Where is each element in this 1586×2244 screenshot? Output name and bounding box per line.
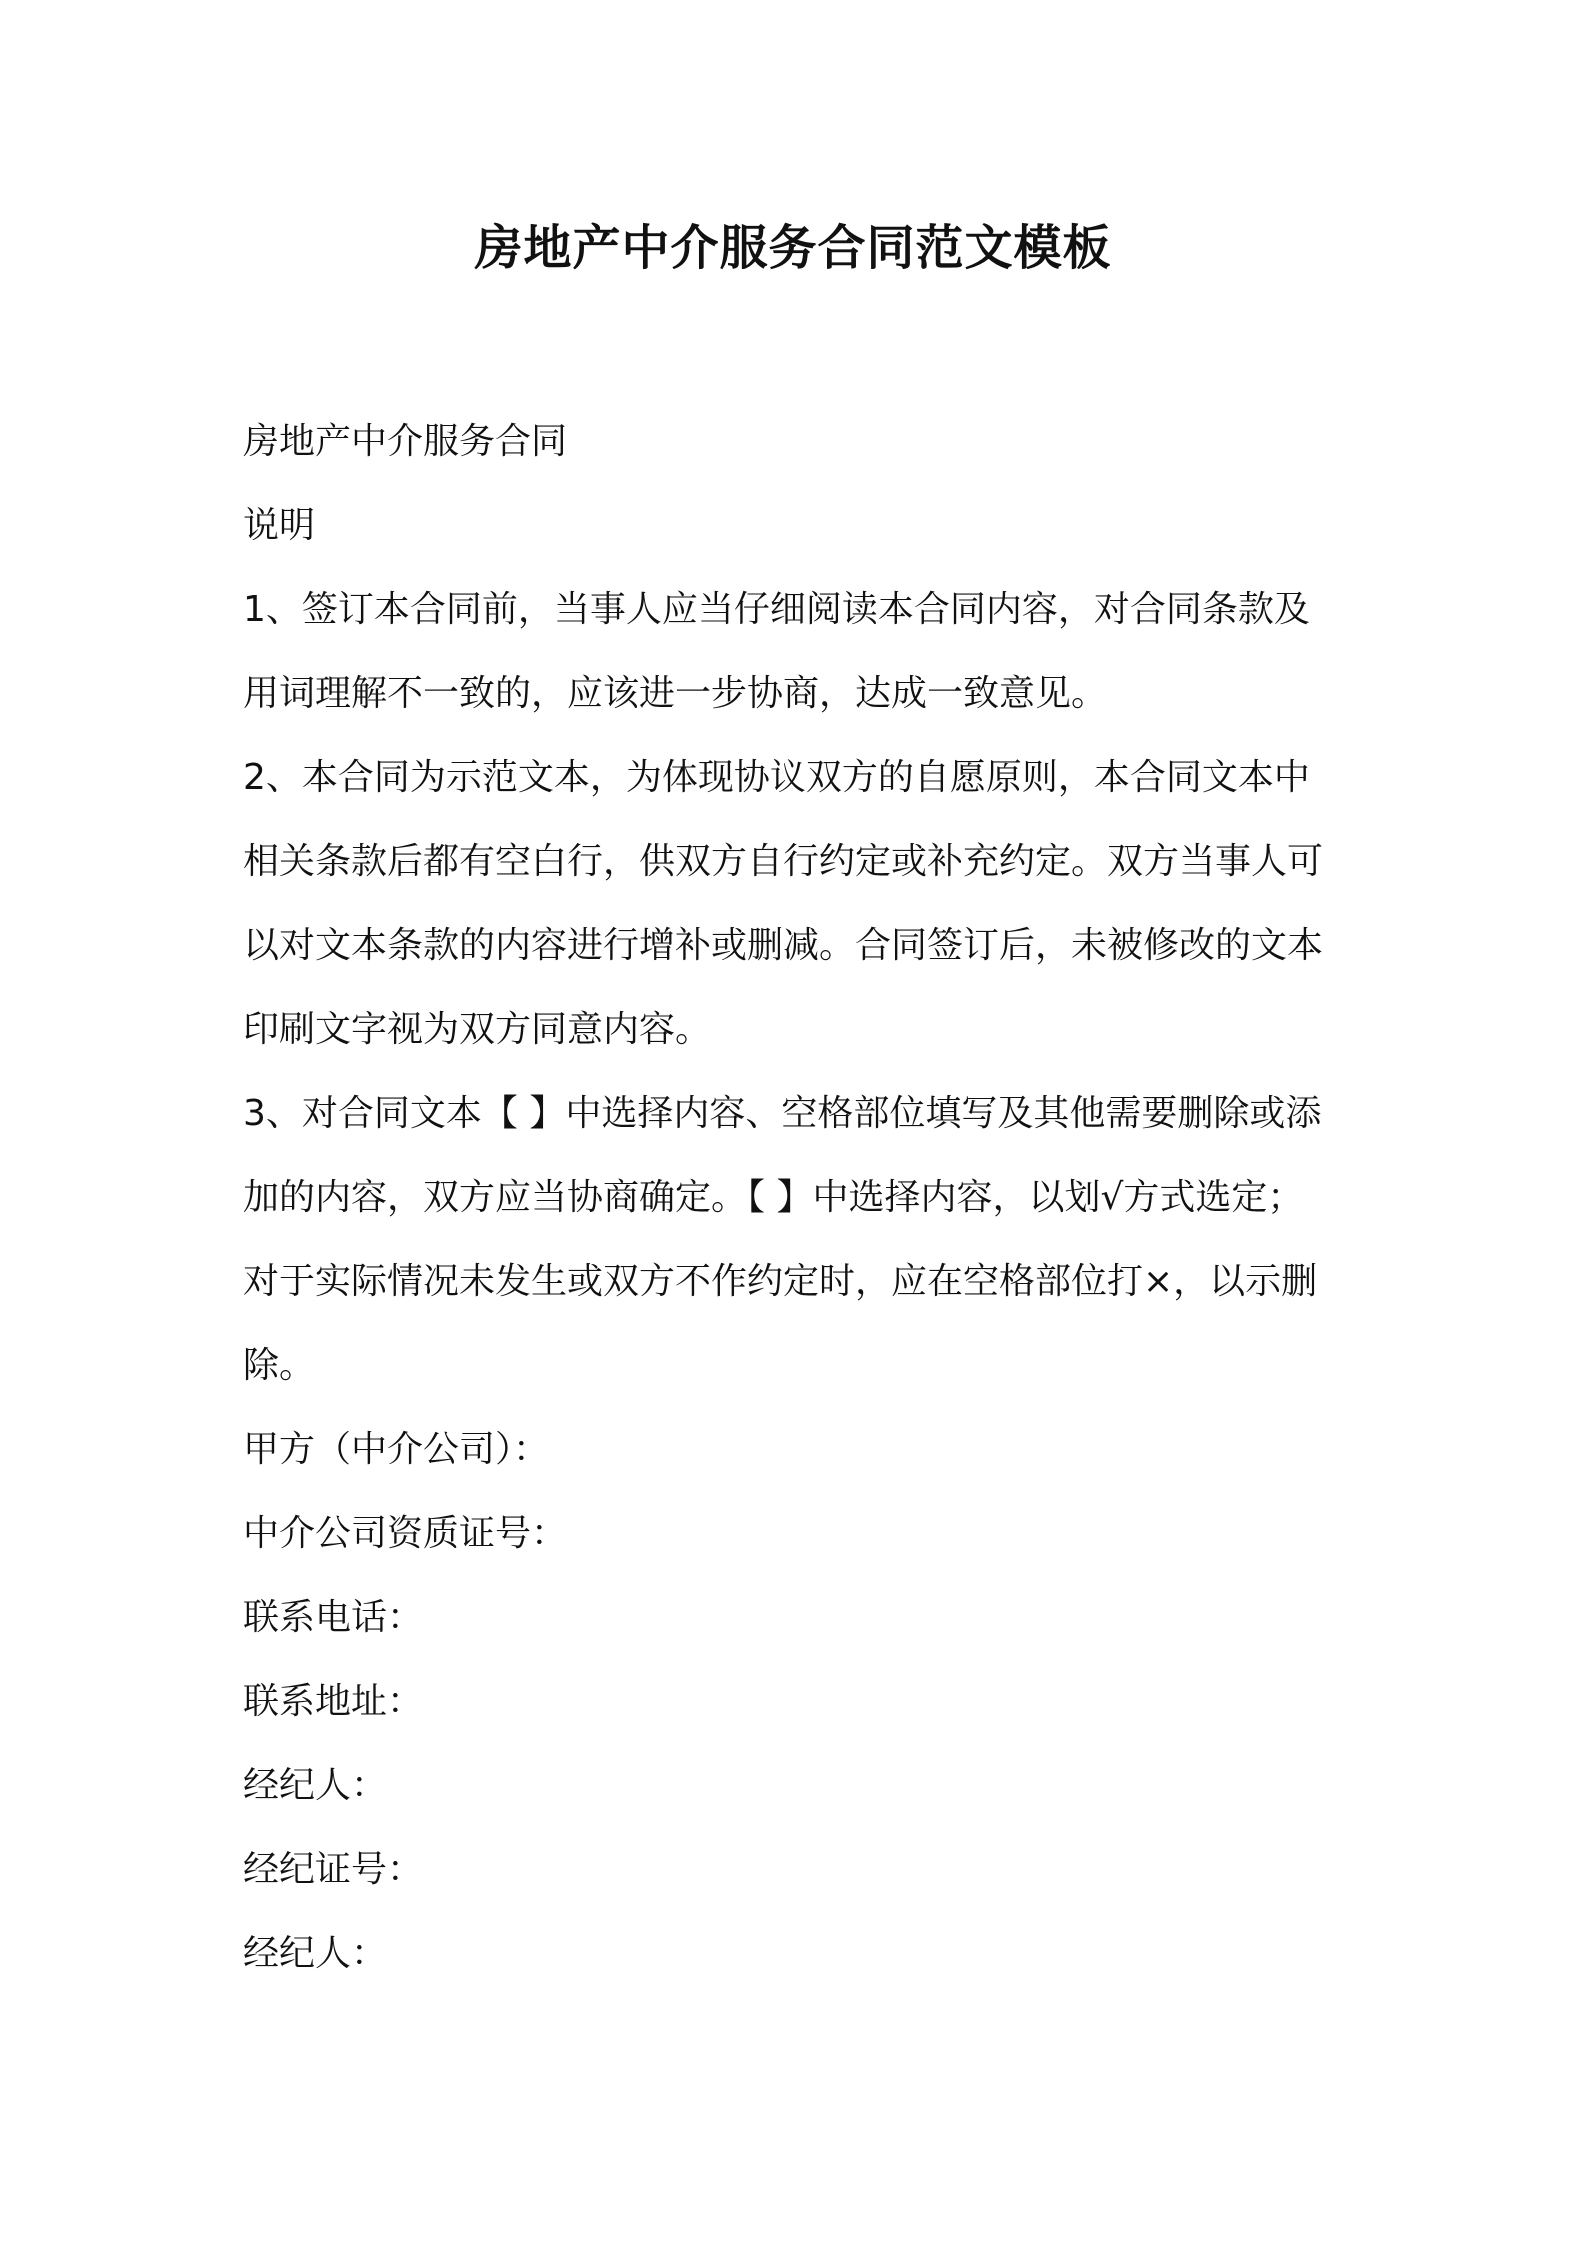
note-2-line-3: 以对文本条款的内容进行增补或删减。合同签订后，未被修改的文本: [243, 925, 1324, 966]
note-3-line-3: 对于实际情况未发生或双方不作约定时，应在空格部位打×，以示删: [243, 1261, 1318, 1302]
note-2-line-2: 相关条款后都有空白行，供双方自行约定或补充约定。双方当事人可: [243, 841, 1324, 882]
document-body: [243, 400, 1363, 1996]
notes-heading: 说明: [243, 505, 316, 546]
note-2-line-4: 印刷文字视为双方同意内容。: [243, 1009, 712, 1050]
broker-label-2: 经纪人：: [243, 1933, 388, 1974]
note-2-line-1: 2、本合同为示范文本，为体现协议双方的自愿原则，本合同文本中: [243, 757, 1310, 798]
note-3-line-4: 除。: [243, 1345, 316, 1386]
broker-label: 经纪人：: [243, 1765, 388, 1806]
party-a-label: 甲方（中介公司）：: [243, 1429, 550, 1470]
note-3-line-2: 加的内容，双方应当协商确定。【 】中选择内容，以划√方式选定；: [243, 1177, 1304, 1218]
note-1-line-2: 用词理解不一致的，应该进一步协商，达成一致意见。: [243, 673, 1108, 714]
note-1-line-1: 1、签订本合同前，当事人应当仔细阅读本合同内容，对合同条款及: [243, 589, 1310, 630]
contract-heading: 房地产中介服务合同: [243, 421, 568, 462]
document-title: 房地产中介服务合同范文模板: [474, 220, 1112, 276]
phone-label: 联系电话：: [243, 1597, 424, 1638]
agency-license-label: 中介公司资质证号：: [243, 1513, 568, 1554]
broker-license-label: 经纪证号：: [243, 1849, 424, 1890]
note-3-line-1: 3、对合同文本【 】中选择内容、空格部位填写及其他需要删除或添: [243, 1093, 1322, 1134]
address-label: 联系地址：: [243, 1681, 424, 1722]
